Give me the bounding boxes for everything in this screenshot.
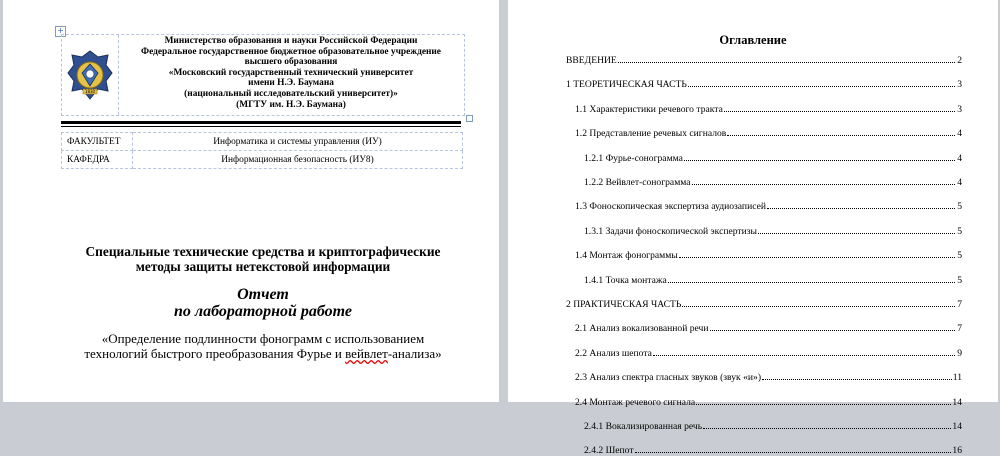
- course-title-line-2: методы защиты нетекстовой информации: [135, 259, 391, 274]
- bmstu-emblem-icon: [68, 49, 112, 101]
- toc-dot-leader: [762, 379, 952, 380]
- toc-entry-title: 1.2.1 Фурье-сонограмма: [584, 152, 683, 164]
- toc-entry[interactable]: [575, 397, 962, 408]
- toc-entry-title: 1.3.1 Задачи фоноскопической экспертизы: [584, 225, 757, 237]
- toc-entry-page: 14: [952, 421, 962, 432]
- toc-dot-leader: [727, 135, 955, 136]
- toc-entry[interactable]: [575, 348, 962, 359]
- toc-dot-leader: [696, 404, 951, 405]
- toc-entry[interactable]: [566, 79, 962, 90]
- toc-dot-leader: [682, 306, 955, 307]
- toc-entry[interactable]: [566, 299, 962, 310]
- toc-entry-page: 16: [952, 445, 962, 456]
- toc-dot-leader: [635, 452, 952, 453]
- lab-theme: [43, 331, 483, 361]
- table-resize-handle[interactable]: [466, 115, 473, 122]
- university-name-line: «Московский государственный технический университет: [168, 67, 414, 78]
- toc-entry[interactable]: [575, 250, 962, 261]
- toc-entry-page: 9: [957, 347, 962, 359]
- toc-entry-page: 3: [957, 79, 962, 91]
- toc-entry-title: 2.4 Монтаж речевого сигнала: [575, 396, 696, 408]
- education-level-line: высшего образования: [244, 57, 338, 68]
- emblem-year: 1830: [84, 89, 96, 95]
- toc-entry[interactable]: [575, 201, 962, 212]
- toc-dot-leader: [679, 257, 955, 258]
- toc-page: [508, 0, 998, 456]
- toc-entry-title: 2.4.2 Шепот: [584, 445, 634, 456]
- lab-theme-line-2-end: -анализа»: [387, 346, 442, 361]
- toc-dot-leader: [688, 86, 955, 87]
- faculty-value: Информатика и системы управления (ИУ): [133, 133, 463, 151]
- toc-entry[interactable]: [584, 275, 962, 286]
- toc-entry-title: 2.4.1 Вокализированная речь: [584, 421, 703, 432]
- ministry-line: Министерство образования и науки Российской Федерации: [164, 36, 418, 46]
- department-label: КАФЕДРА: [62, 151, 133, 169]
- faculty-department-table: [61, 132, 463, 169]
- spellcheck-underlined-word[interactable]: вейвлет: [345, 346, 388, 361]
- toc-entry-page: 7: [957, 323, 962, 335]
- header-rule-thick: [61, 121, 461, 124]
- toc-dot-leader: [668, 282, 955, 283]
- toc-entry-title: 1.4.1 Точка монтажа: [584, 274, 667, 286]
- toc-entry-page: 5: [957, 225, 962, 237]
- lab-theme-line-1: «Определение подлинности фонограмм с использованием: [101, 331, 425, 346]
- faculty-row: [62, 133, 463, 151]
- toc-entry-page: 7: [957, 299, 962, 310]
- toc-entry-title: 2.2 Анализ шепота: [575, 347, 652, 359]
- toc-entry-title: 1.3 Фоноскопическая экспертиза аудиозаписей: [575, 201, 766, 213]
- toc-entry-title: 2 ПРАКТИЧЕСКАЯ ЧАСТЬ: [566, 299, 682, 310]
- toc-entry-page: 5: [957, 250, 962, 262]
- title-page: [3, 0, 499, 402]
- toc-entry-page: 14: [952, 396, 962, 408]
- institution-type-line: Федеральное государственное бюджетное образовательное учреждение: [141, 46, 441, 57]
- toc-entry[interactable]: [575, 104, 962, 115]
- toc-entry-title: 1.2 Представление речевых сигналов: [575, 128, 727, 140]
- toc-entry-page: 4: [957, 152, 962, 164]
- toc-entry[interactable]: [584, 445, 962, 456]
- toc-entry-page: 2: [957, 55, 962, 66]
- faculty-label: ФАКУЛЬТЕТ: [62, 133, 133, 151]
- toc-dot-leader: [758, 233, 955, 234]
- table-move-handle-icon[interactable]: +: [55, 26, 66, 37]
- department-row: [62, 151, 463, 169]
- course-title-line-1: Специальные технические средства и криптографические: [85, 244, 441, 259]
- toc-entry-page: 5: [957, 274, 962, 286]
- toc-entry-title: 1.1 Характеристики речевого тракта: [575, 103, 723, 115]
- toc-entry-title: 1.4 Монтаж фонограммы: [575, 250, 678, 262]
- report-heading-line-1: Отчет: [237, 286, 289, 303]
- toc-entry[interactable]: [575, 323, 962, 334]
- toc-dot-leader: [724, 111, 955, 112]
- report-heading: [43, 286, 483, 320]
- toc-entry-title: 1 ТЕОРЕТИЧЕСКАЯ ЧАСТЬ: [566, 79, 687, 91]
- university-name: [120, 36, 462, 110]
- toc-title: Оглавление: [719, 33, 787, 47]
- toc-entry-title: ВВЕДЕНИЕ: [566, 55, 617, 66]
- lab-theme-line-2: [43, 346, 483, 361]
- university-named-after-line: имени Н.Э. Баумана: [248, 78, 334, 89]
- toc-entry[interactable]: [575, 372, 962, 383]
- toc-entry-page: 11: [952, 372, 962, 384]
- toc-dot-leader: [618, 62, 955, 63]
- lab-theme-line-2-start: технологий быстрого преобразования Фурье и: [84, 346, 346, 361]
- toc-entry[interactable]: [575, 128, 962, 139]
- department-value: Информационная безопасность (ИУ8): [133, 151, 463, 169]
- report-heading-line-2: по лабораторной работе: [173, 303, 352, 320]
- toc-dot-leader: [710, 330, 955, 331]
- toc-entry-title: 1.2.2 Вейвлет-сонограмма: [584, 177, 691, 188]
- toc-entry-page: 5: [957, 201, 962, 213]
- toc-entry[interactable]: [584, 421, 962, 432]
- toc-dot-leader: [703, 428, 951, 429]
- university-status-line: (национальный исследовательский университет)»: [184, 88, 398, 99]
- university-header-table: [61, 34, 465, 116]
- toc-entry[interactable]: [566, 55, 962, 66]
- toc-dot-leader: [692, 184, 955, 185]
- toc-dot-leader: [653, 355, 955, 356]
- course-title: [43, 244, 483, 274]
- toc-entry[interactable]: [584, 153, 962, 164]
- toc-dot-leader: [684, 160, 955, 161]
- toc-entry-title: 2.1 Анализ вокализованной речи: [575, 323, 709, 335]
- toc-dot-leader: [767, 208, 955, 209]
- university-abbr-line: (МГТУ им. Н.Э. Баумана): [236, 99, 346, 110]
- toc-entry-page: 3: [957, 103, 962, 115]
- header-rule-thin: [61, 126, 461, 127]
- toc-entry[interactable]: [584, 177, 962, 188]
- toc-entry-page: 4: [957, 177, 962, 188]
- toc-entry[interactable]: [584, 226, 962, 237]
- toc-entry-page: 4: [957, 128, 962, 140]
- toc-entry-title: 2.3 Анализ спектра гласных звуков (звук «и»): [575, 372, 762, 384]
